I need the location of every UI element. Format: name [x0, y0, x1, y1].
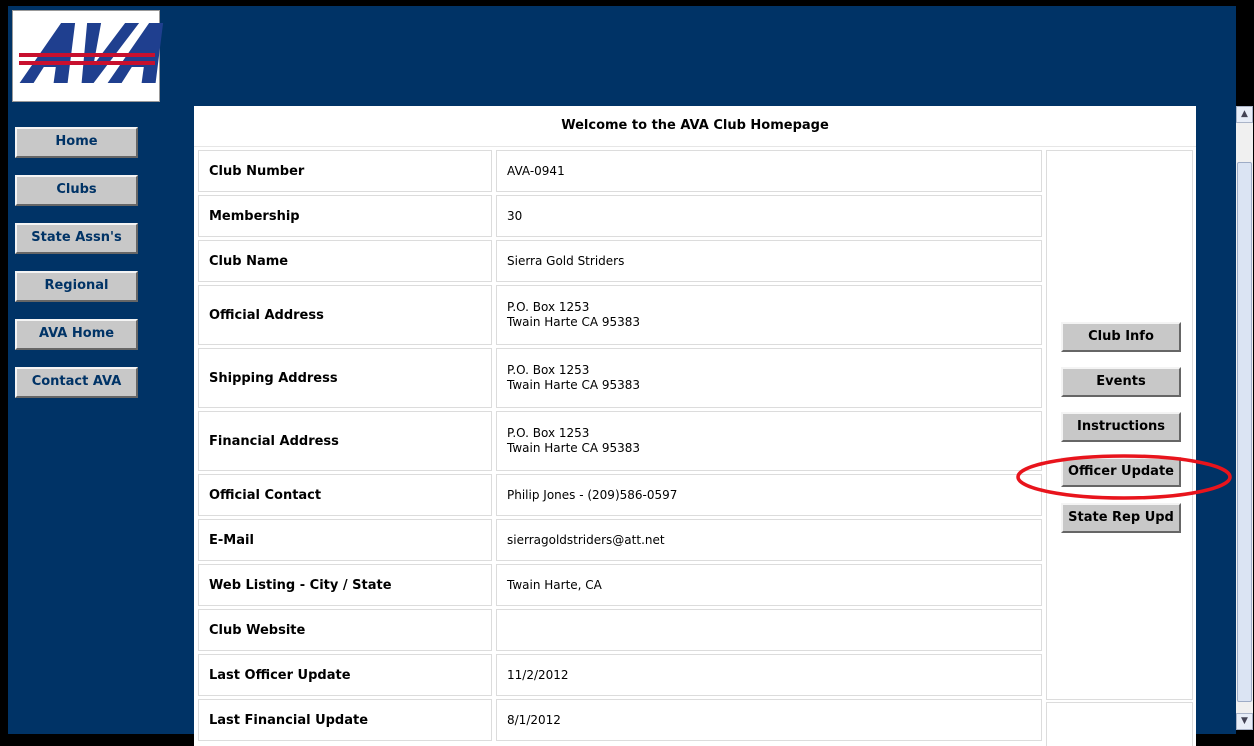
row-label: Financial Address: [198, 411, 492, 471]
table-row: [198, 474, 1044, 516]
club-info-button[interactable]: Club Info: [1061, 322, 1181, 352]
table-row: [198, 195, 1044, 237]
value-line: P.O. Box 1253: [507, 426, 590, 440]
nav-ava-home-button[interactable]: AVA Home: [15, 319, 138, 350]
table-row: [198, 564, 1044, 606]
row-label: Last Financial Update: [198, 699, 492, 741]
ava-logo[interactable]: [12, 10, 160, 102]
value-line: Philip Jones - (209)586-0597: [507, 487, 678, 502]
row-value: [496, 348, 1042, 408]
row-value: [496, 654, 1042, 696]
row-label: E-Mail: [198, 519, 492, 561]
value-line: 11/2/2012: [507, 667, 569, 682]
vertical-scrollbar[interactable]: [1236, 106, 1253, 730]
row-value: [496, 285, 1042, 345]
table-row: [198, 240, 1044, 282]
row-value: [496, 195, 1042, 237]
row-value: [496, 564, 1042, 606]
value-line: Sierra Gold Striders: [507, 253, 625, 268]
row-label: Club Name: [198, 240, 492, 282]
highlight-circle: [1014, 453, 1234, 501]
row-label: Club Website: [198, 609, 492, 651]
page: [8, 6, 1248, 734]
table-row: [198, 285, 1044, 345]
table-row: [198, 699, 1044, 741]
value-line: 8/1/2012: [507, 712, 561, 727]
scroll-down-icon[interactable]: ▼: [1236, 713, 1253, 730]
club-info-table: [198, 150, 1044, 744]
table-row: [198, 519, 1044, 561]
row-value: [496, 519, 1042, 561]
table-row: [198, 150, 1044, 192]
action-buttons-cell: [1046, 150, 1193, 700]
value-line: 30: [507, 208, 523, 223]
row-label: Official Contact: [198, 474, 492, 516]
instructions-button[interactable]: Instructions: [1061, 412, 1181, 442]
value-line: P.O. Box 1253: [507, 363, 590, 377]
value-line: sierragoldstriders@att.net: [507, 532, 665, 547]
scroll-up-icon[interactable]: ▲: [1236, 106, 1253, 123]
scroll-thumb[interactable]: [1237, 162, 1252, 702]
row-value: [496, 240, 1042, 282]
nav-clubs-button[interactable]: Clubs: [15, 175, 138, 206]
row-label: Shipping Address: [198, 348, 492, 408]
row-value: [496, 699, 1042, 741]
nav-contact-ava-button[interactable]: Contact AVA: [15, 367, 138, 398]
row-value: [496, 609, 1042, 651]
table-row: [198, 654, 1044, 696]
table-row: [198, 609, 1044, 651]
row-label: Web Listing - City / State: [198, 564, 492, 606]
value-line: Twain Harte CA 95383: [507, 378, 641, 392]
row-label: Membership: [198, 195, 492, 237]
row-label: Club Number: [198, 150, 492, 192]
row-value: [496, 150, 1042, 192]
nav-home-button[interactable]: Home: [15, 127, 138, 158]
value-line: Twain Harte CA 95383: [507, 441, 641, 455]
row-label: Last Officer Update: [198, 654, 492, 696]
value-line: Twain Harte CA 95383: [507, 315, 641, 329]
events-button[interactable]: Events: [1061, 367, 1181, 397]
value-line: Twain Harte, CA: [507, 577, 602, 592]
officer-update-button[interactable]: Officer Update: [1061, 457, 1181, 487]
nav-state-assns-button[interactable]: State Assn's: [15, 223, 138, 254]
side-nav: [15, 127, 147, 415]
page-title: Welcome to the AVA Club Homepage: [194, 106, 1196, 147]
state-rep-update-button[interactable]: State Rep Upd: [1061, 503, 1181, 533]
nav-regional-button[interactable]: Regional: [15, 271, 138, 302]
row-value: [496, 474, 1042, 516]
table-row: [198, 411, 1044, 471]
club-info-panel: [194, 106, 1196, 746]
row-label: Official Address: [198, 285, 492, 345]
value-line: AVA-0941: [507, 163, 565, 178]
row-value: [496, 411, 1042, 471]
empty-cell: [1046, 702, 1193, 746]
value-line: P.O. Box 1253: [507, 300, 590, 314]
table-row: [198, 348, 1044, 408]
